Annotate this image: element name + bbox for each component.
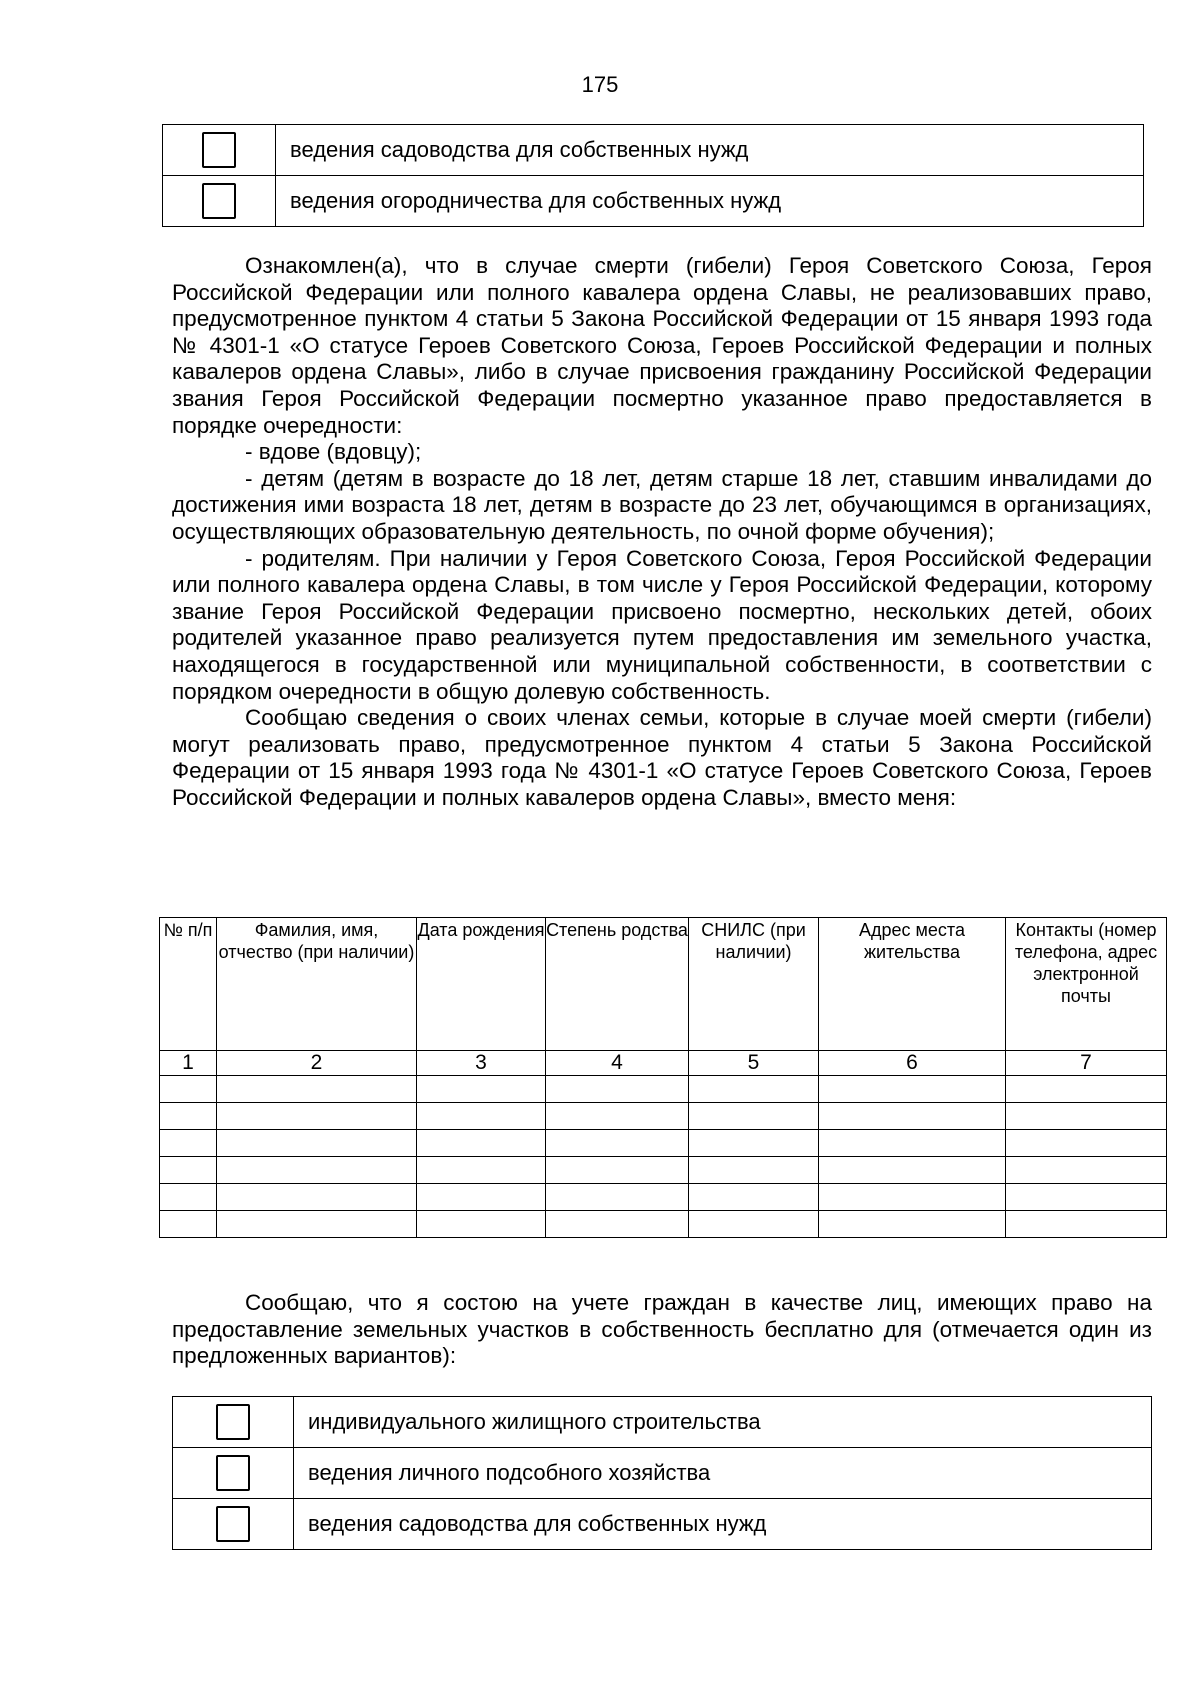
page-number: 175 [581,72,619,97]
column-header-full-name: Фамилия, имя, отчество (при наличии) [217,918,417,1051]
table-cell[interactable] [1006,1130,1167,1157]
column-number-row [160,1051,1167,1076]
table-cell[interactable] [217,1184,417,1211]
option-label: ведения личного подсобного хозяйства [294,1448,1152,1499]
option-row [173,1499,1152,1550]
column-number: 7 [1006,1051,1167,1076]
table-cell[interactable] [160,1130,217,1157]
acknowledgement-text [172,253,1152,811]
option-label: индивидуального жилищного строительства [294,1397,1152,1448]
table-cell[interactable] [546,1076,689,1103]
table-cell[interactable] [1006,1184,1167,1211]
option-row [173,1448,1152,1499]
table-cell[interactable] [160,1103,217,1130]
table-cell[interactable] [1006,1076,1167,1103]
land-use-options-top [162,124,1144,227]
paragraph-acknowledgement: Ознакомлен(а), что в случае смерти (гибели) Героя Советского Союза, Героя Российской Федерации или полного кавалера ордена Славы, не реализовавших право, предусмотренное пунктом 4 статьи 5 Закона Российской Федерации от 15 января 1993 года № 4301-1 «О статусе Героев Советского Союза, Героев Российской Федерации и полных кавалеров ордена Славы», либо в случае присвоения гражданину Российской Федерации звания Героя Российской Федерации посмертно указанное право предоставляется в порядке очередности: [172,253,1152,438]
table-cell[interactable] [546,1157,689,1184]
column-header-birth-date: Дата рождения [417,918,546,1051]
land-use-options-bottom [172,1396,1152,1550]
table-cell[interactable] [160,1076,217,1103]
table-cell[interactable] [1006,1157,1167,1184]
checkbox-cell [163,176,276,227]
gardening-checkbox[interactable] [216,1506,250,1542]
table-cell[interactable] [819,1103,1006,1130]
table-cell[interactable] [689,1184,819,1211]
table-cell[interactable] [417,1103,546,1130]
table-cell[interactable] [546,1103,689,1130]
table-cell[interactable] [217,1130,417,1157]
table-cell[interactable] [546,1184,689,1211]
paragraph-parents: - родителям. При наличии у Героя Советского Союза, Героя Российской Федерации или полного кавалера ордена Славы, в том числе у Героя Российской Федерации, которому звание Героя Российской Федерации присвоено посмертно, нескольких детей, обоих родителей указанное право реализуется путем предоставления им земельного участка, находящегося в государственной или муниципальной собственности, в соответствии с порядком очередности в общую долевую собственность. [172,545,1152,704]
option-row [173,1397,1152,1448]
table-cell[interactable] [819,1076,1006,1103]
table-cell[interactable] [546,1211,689,1238]
table-cell[interactable] [160,1211,217,1238]
table-row [160,1076,1167,1103]
table-cell[interactable] [1006,1211,1167,1238]
table-cell[interactable] [1006,1103,1167,1130]
column-header-number: № п/п [160,918,217,1051]
column-header-contacts: Контакты (номер телефона, адрес электронной почты [1006,918,1167,1051]
table-header-row [160,918,1167,1051]
gardening-checkbox[interactable] [202,132,236,168]
checkbox-cell [163,125,276,176]
checkbox-cell [173,1499,294,1550]
column-number: 6 [819,1051,1006,1076]
table-cell[interactable] [417,1157,546,1184]
column-number: 3 [417,1051,546,1076]
table-cell[interactable] [217,1076,417,1103]
table-cell[interactable] [546,1130,689,1157]
column-number: 2 [217,1051,417,1076]
table-row [160,1130,1167,1157]
table-cell[interactable] [689,1130,819,1157]
paragraph-family-info: Сообщаю сведения о своих членах семьи, которые в случае моей смерти (гибели) могут реализовать право, предусмотренное пунктом 4 статьи 5 Закона Российской Федерации от 15 января 1993 года № 4301-1 «О статусе Героев Советского Союза, Героев Российской Федерации и полных кавалеров ордена Славы», вместо меня: [172,705,1152,810]
option-row [163,125,1144,176]
housing-construction-checkbox[interactable] [216,1404,250,1440]
table-cell[interactable] [160,1184,217,1211]
paragraph-children: - детям (детям в возрасте до 18 лет, детям старше 18 лет, ставшим инвалидами до достижения ими возраста 18 лет, детям в возрасте до 23 лет, обучающимся в организациях, осуществляющих образовательную деятельность, по очной форме обучения); [172,465,1152,544]
option-label: ведения садоводства для собственных нужд [276,125,1144,176]
column-header-relationship: Степень родства [546,918,689,1051]
option-row [163,176,1144,227]
table-cell[interactable] [689,1076,819,1103]
column-number: 5 [689,1051,819,1076]
table-cell[interactable] [217,1157,417,1184]
table-cell[interactable] [417,1130,546,1157]
table-cell[interactable] [689,1157,819,1184]
checkbox-cell [173,1397,294,1448]
paragraph-widow: - вдове (вдовцу); [245,439,422,465]
table-cell[interactable] [819,1157,1006,1184]
table-row [160,1103,1167,1130]
option-label: ведения садоводства для собственных нужд [294,1499,1152,1550]
column-number: 4 [546,1051,689,1076]
table-cell[interactable] [417,1076,546,1103]
family-members-table [159,917,1167,1238]
table-row [160,1211,1167,1238]
table-cell[interactable] [819,1130,1006,1157]
registration-statement [172,1290,1152,1370]
table-cell[interactable] [217,1103,417,1130]
option-label: ведения огородничества для собственных нужд [276,176,1144,227]
table-cell[interactable] [819,1211,1006,1238]
checkbox-cell [173,1448,294,1499]
column-header-snils: СНИЛС (при наличии) [689,918,819,1051]
column-header-address: Адрес места жительства [819,918,1006,1051]
personal-farming-checkbox[interactable] [216,1455,250,1491]
table-cell[interactable] [217,1211,417,1238]
vegetable-gardening-checkbox[interactable] [202,183,236,219]
table-row [160,1157,1167,1184]
table-cell[interactable] [160,1157,217,1184]
table-row [160,1184,1167,1211]
paragraph-registration: Сообщаю, что я состою на учете граждан в качестве лиц, имеющих право на предоставление земельных участков в собственность бесплатно для (отмечается один из предложенных вариантов): [172,1290,1152,1369]
table-cell[interactable] [689,1103,819,1130]
table-cell[interactable] [819,1184,1006,1211]
column-number: 1 [160,1051,217,1076]
table-cell[interactable] [417,1211,546,1238]
table-cell[interactable] [417,1184,546,1211]
table-cell[interactable] [689,1211,819,1238]
